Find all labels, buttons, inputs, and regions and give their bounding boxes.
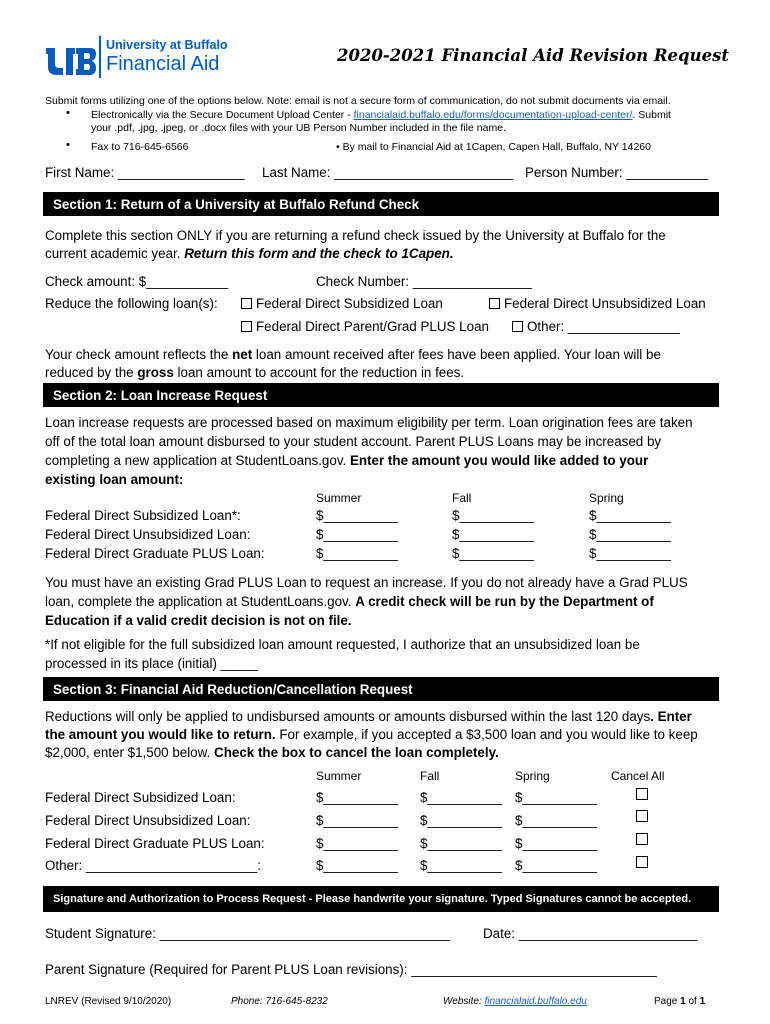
option-label: Other: _______________: [527, 319, 680, 334]
last-name-field[interactable]: Last Name: ________________________: [262, 165, 513, 180]
reduction-amount-field[interactable]: $__________: [316, 836, 398, 851]
reduction-amount-field[interactable]: $__________: [515, 836, 597, 851]
term-header-summer: Summer: [316, 769, 362, 783]
section2-paragraph-line1: Loan increase requests are processed based on maximum eligibility per term. Loan origination fees are taken: [45, 415, 693, 430]
reduction-amount-field[interactable]: $__________: [515, 790, 597, 805]
paragraph-emphasis: the amount you would like to return.: [45, 727, 276, 742]
grad-plus-note-line2: [45, 594, 654, 609]
option-other-loan[interactable]: [512, 319, 680, 334]
parent-signature-field[interactable]: Parent Signature (Required for Parent PLUS Loan revisions): _________________________________: [45, 962, 657, 977]
section2-paragraph-line2: off of the total loan amount disbursed to your student account. Parent PLUS Loans may be increased by: [45, 434, 662, 449]
cancel-all-checkbox[interactable]: [636, 833, 648, 845]
cancel-all-checkbox[interactable]: [636, 810, 648, 822]
upload-option-line2: your .pdf, .jpg, .jpeg, or .docx files with your UB Person Number included in the file name.: [91, 122, 506, 134]
section1-heading: Section 1: Return of a University at Buffalo Refund Check: [43, 192, 719, 216]
footer-website: [443, 996, 587, 1007]
reduction-amount-field[interactable]: $__________: [420, 813, 502, 828]
checkbox-icon[interactable]: [489, 298, 500, 309]
note-net-emphasis: net: [232, 347, 253, 362]
student-signature-field[interactable]: Student Signature: _______________________________________: [45, 926, 451, 941]
page-of: of: [688, 996, 697, 1007]
reduction-amount-field[interactable]: $__________: [515, 813, 597, 828]
note-emphasis: A credit check will be run by the Department of: [355, 594, 654, 609]
option-label: Federal Direct Unsubsidized Loan: [504, 296, 706, 311]
section3-paragraph-line1: [45, 709, 692, 724]
increase-amount-field[interactable]: $__________: [589, 546, 671, 561]
increase-amount-field[interactable]: $__________: [589, 527, 671, 542]
reduction-row-label: Federal Direct Subsidized Loan:: [45, 790, 236, 805]
upload-option-text: Electronically via the Secure Document Upload Center -: [91, 109, 354, 121]
section1-return-instruction: Return this form and the check to 1Capen.: [184, 246, 454, 261]
section1-paragraph-line2: [45, 246, 454, 261]
term-header-cancel-all: Cancel All: [611, 769, 665, 783]
option-unsubsidized-loan[interactable]: [489, 296, 706, 311]
increase-row-label: Federal Direct Subsidized Loan*:: [45, 508, 241, 523]
note-text: loan amount received after fees have been applied. Your loan will be: [255, 347, 661, 362]
reduction-amount-field[interactable]: $__________: [316, 858, 398, 873]
cancel-all-checkbox[interactable]: [636, 856, 648, 868]
signature-date-field[interactable]: Date: ________________________: [483, 926, 698, 941]
upload-center-link[interactable]: financialaid.buffalo.edu/forms/documentation-upload-center/: [353, 109, 633, 121]
reduction-amount-field[interactable]: $__________: [316, 790, 398, 805]
section1-note-line1: [45, 347, 661, 362]
check-amount-field[interactable]: Check amount: $___________: [45, 274, 229, 289]
reduction-row-label: Federal Direct Unsubsidized Loan:: [45, 813, 251, 828]
section3-paragraph-line3: [45, 745, 499, 760]
paragraph-text: completing a new application at StudentLoans.gov.: [45, 453, 347, 468]
term-header-spring: Spring: [515, 769, 550, 783]
signature-heading: Signature and Authorization to Process Request - Please handwrite your signature. Typed Signatures cannot be accepted.: [43, 886, 719, 912]
page-title: 2020-2021 Financial Aid Revision Request: [337, 46, 729, 65]
form-id: LNREV (Revised 9/10/2020): [45, 996, 172, 1007]
paragraph-text: Reductions will only be applied to undisbursed amounts or amounts disbursed within the last 120 days: [45, 709, 651, 724]
note-gross-emphasis: gross: [137, 365, 174, 380]
increase-amount-field[interactable]: $__________: [452, 508, 534, 523]
reduction-row-label-other[interactable]: Other: _______________________:: [45, 858, 261, 873]
increase-amount-field[interactable]: $__________: [316, 527, 398, 542]
section1-paragraph-line1: Complete this section ONLY if you are returning a refund check issued by the University at Buffalo for the: [45, 228, 666, 243]
section2-heading: Section 2: Loan Increase Request: [43, 383, 719, 407]
fax-option: Fax to 716-645-6566: [91, 141, 189, 153]
subsidized-authorization-line2[interactable]: processed in its place (initial) _____: [45, 656, 258, 671]
mail-option: • By mail to Financial Aid at 1Capen, Capen Hall, Buffalo, NY 14260: [336, 141, 651, 153]
term-header-fall: Fall: [452, 491, 472, 505]
reduction-amount-field[interactable]: $__________: [515, 858, 597, 873]
subsidized-authorization-line1: *If not eligible for the full subsidized loan amount requested, I authorize that an unsubsidized loan be: [45, 637, 640, 652]
cancel-all-checkbox[interactable]: [636, 788, 648, 800]
paragraph-emphasis: Enter the amount you would like added to your: [349, 453, 649, 468]
page-total: 1: [699, 996, 706, 1007]
grad-plus-note-line3: Education if a valid credit decision is not on file.: [45, 613, 352, 628]
paragraph-emphasis: . Enter: [650, 709, 692, 724]
upload-option: [91, 109, 671, 121]
bullet-icon: •: [66, 107, 70, 119]
reduce-loans-label: Reduce the following loan(s):: [45, 296, 218, 311]
reduction-amount-field[interactable]: $__________: [316, 813, 398, 828]
increase-amount-field[interactable]: $__________: [589, 508, 671, 523]
ub-logo-icon: [46, 48, 96, 75]
section2-paragraph-line4: existing loan amount:: [45, 472, 184, 487]
reduction-amount-field[interactable]: $__________: [420, 858, 502, 873]
term-header-spring: Spring: [589, 491, 624, 505]
option-label: Federal Direct Parent/Grad PLUS Loan: [256, 319, 489, 334]
grad-plus-note-line1: You must have an existing Grad PLUS Loan to request an increase. If you do not already have a Grad PLUS: [45, 575, 688, 590]
increase-row-label: Federal Direct Unsubsidized Loan:: [45, 527, 251, 542]
option-label: Federal Direct Subsidized Loan: [256, 296, 443, 311]
increase-amount-field[interactable]: $__________: [316, 508, 398, 523]
page-current: 1: [680, 996, 686, 1007]
website-label: Website:: [443, 996, 482, 1007]
increase-amount-field[interactable]: $__________: [452, 527, 534, 542]
first-name-field[interactable]: First Name: _________________: [45, 165, 245, 180]
page-number: [654, 996, 705, 1007]
note-text: reduced by the: [45, 365, 134, 380]
intro-text: Submit forms utilizing one of the options below. Note: email is not a secure form of communication, do not submit documents via email.: [45, 95, 671, 107]
section3-paragraph-line2: [45, 727, 698, 742]
section1-paragraph-text: current academic year.: [45, 246, 181, 261]
section2-paragraph-line3: [45, 453, 648, 468]
paragraph-text: $2,000, enter $1,500 below.: [45, 745, 211, 760]
section3-heading: Section 3: Financial Aid Reduction/Cancellation Request: [43, 677, 719, 701]
note-text: loan amount to account for the reduction in fees.: [177, 365, 465, 380]
logo-department-name: Financial Aid: [106, 53, 220, 75]
option-subsidized-loan[interactable]: [241, 296, 443, 311]
paragraph-emphasis: Check the box to cancel the loan completely.: [214, 745, 499, 760]
logo-divider: [99, 36, 101, 78]
increase-amount-field[interactable]: $__________: [452, 546, 534, 561]
term-header-fall: Fall: [420, 769, 440, 783]
page-label: Page: [654, 996, 678, 1007]
checkbox-icon[interactable]: [512, 321, 523, 332]
reduction-row-label: Federal Direct Graduate PLUS Loan:: [45, 836, 265, 851]
increase-row-label: Federal Direct Graduate PLUS Loan:: [45, 546, 265, 561]
reduction-amount-field[interactable]: $__________: [420, 836, 502, 851]
logo-university-name: University at Buffalo: [106, 38, 228, 52]
note-text: Your check amount reflects the: [45, 347, 229, 362]
section1-note-line2: [45, 365, 464, 380]
term-header-summer: Summer: [316, 491, 362, 505]
person-number-field[interactable]: Person Number: ___________: [525, 165, 709, 180]
increase-amount-field[interactable]: $__________: [316, 546, 398, 561]
checkbox-icon[interactable]: [241, 298, 252, 309]
footer-phone: Phone: 716-645-8232: [231, 996, 328, 1007]
check-number-field[interactable]: Check Number: ________________: [316, 274, 532, 289]
paragraph-text: For example, if you accepted a $3,500 loan and you would like to keep: [279, 727, 698, 742]
option-plus-loan[interactable]: [241, 319, 489, 334]
website-link[interactable]: financialaid.buffalo.edu: [484, 996, 587, 1007]
checkbox-icon[interactable]: [241, 321, 252, 332]
bullet-icon: •: [66, 139, 70, 151]
upload-option-tail: . Submit: [632, 109, 671, 121]
note-text: loan, complete the application at StudentLoans.gov.: [45, 594, 352, 609]
reduction-amount-field[interactable]: $__________: [420, 790, 502, 805]
